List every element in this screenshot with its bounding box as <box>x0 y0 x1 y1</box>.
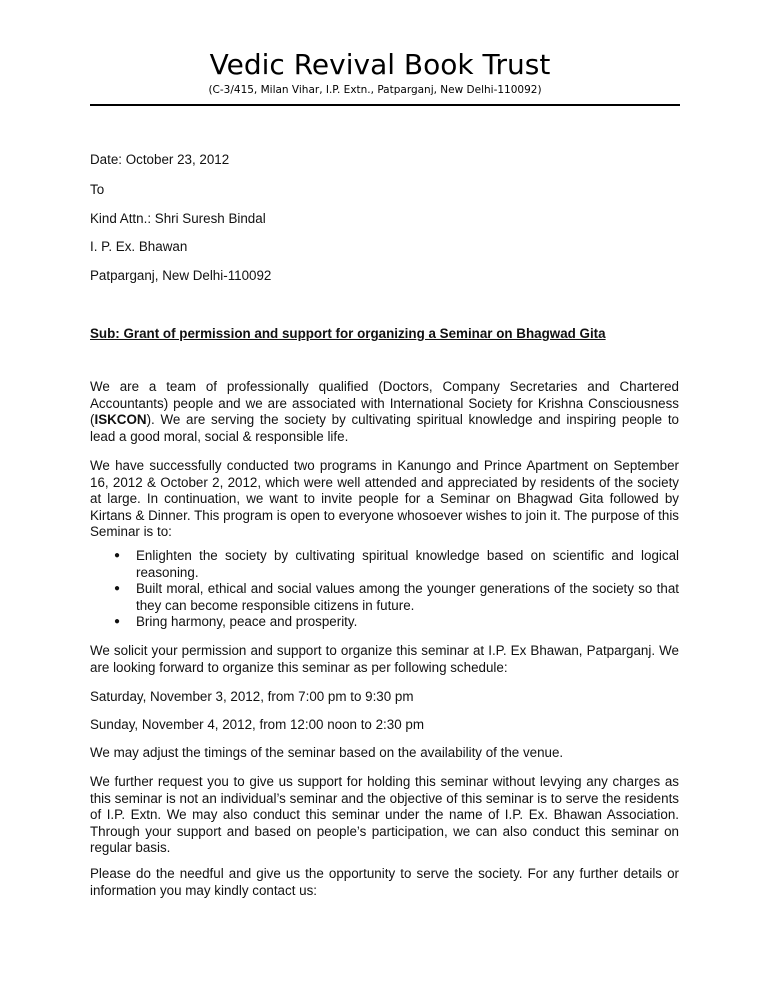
schedule-saturday: Saturday, November 3, 2012, from 7:00 pm to 9:30 pm <box>90 689 414 704</box>
paragraph-intro-text: We are a team of professionally qualified (Doctors, Company Secretaries and Chartered Accountants) people and we are associated with International Society for Krishna Consciousness ( <box>90 379 679 428</box>
paragraph-intro-text-end: ). We are serving the society by cultivating spiritual knowledge and inspiring people to lead a good moral, social & responsible life. <box>90 412 679 444</box>
purpose-text: Enlighten the society by cultivating spiritual knowledge based on scientific and logical reasoning. <box>136 548 679 580</box>
purpose-list <box>90 548 679 631</box>
paragraph-support: We further request you to give us support for holding this seminar without levying any charges as this seminar is not an individual’s seminar and the objective of this seminar is to serve the residents of I.P. Extn. We may also conduct this seminar under the name of I.P. Ex. Bhawan Association. Through your support and based on people’s participation, we can also conduct this seminar on regular basis. <box>90 774 679 856</box>
recipient-city: Patparganj, New Delhi-110092 <box>90 268 272 283</box>
org-address: (C-3/415, Milan Vihar, I.P. Extn., Patparganj, New Delhi-110092) <box>208 84 542 96</box>
salutation-to: To <box>90 182 105 197</box>
purpose-item <box>90 614 679 631</box>
bullet-icon: ● <box>114 583 121 595</box>
paragraph-programs: We have successfully conducted two programs in Kanungo and Prince Apartment on September 16, 2012 & October 2, 2012, which were well attended and appreciated by residents of the society at large. In continuation, we want to invite people for a Seminar on Bhagwad Gita followed by Kirtans & Dinner. This program is open to everyone whosoever wishes to join it. The purpose of this Seminar is to: <box>90 458 679 540</box>
paragraph-permission: We solicit your permission and support to organize this seminar at I.P. Ex Bhawan, Patparganj. We are looking forward to organize this seminar as per following schedule: <box>90 643 679 675</box>
bullet-icon: ● <box>114 616 121 628</box>
paragraph-contact: Please do the needful and give us the opportunity to serve the society. For any further details or information you may kindly contact us: <box>90 866 679 898</box>
purpose-text: Bring harmony, peace and prosperity. <box>136 614 358 630</box>
purpose-item <box>90 581 679 614</box>
letter-date: Date: October 23, 2012 <box>90 152 230 167</box>
paragraph-timings: We may adjust the timings of the seminar based on the availability of the venue. <box>90 745 564 760</box>
purpose-text: Built moral, ethical and social values among the younger generations of the society so that they can become responsible citizens in future. <box>136 581 679 613</box>
bullet-icon: ● <box>114 550 121 561</box>
purpose-item <box>90 548 679 581</box>
recipient-org: I. P. Ex. Bhawan <box>90 239 188 254</box>
iskcon-bold: ISKCON <box>94 412 147 428</box>
org-name: Vedic Revival Book Trust <box>209 48 551 81</box>
paragraph-intro <box>90 379 679 445</box>
kind-attention: Kind Attn.: Shri Suresh Bindal <box>90 211 266 226</box>
letterhead <box>90 48 680 97</box>
letterhead-rule <box>90 104 680 106</box>
schedule-sunday: Sunday, November 4, 2012, from 12:00 noon to 2:30 pm <box>90 717 424 732</box>
subject-line: Sub: Grant of permission and support for organizing a Seminar on Bhagwad Gita <box>90 326 606 341</box>
